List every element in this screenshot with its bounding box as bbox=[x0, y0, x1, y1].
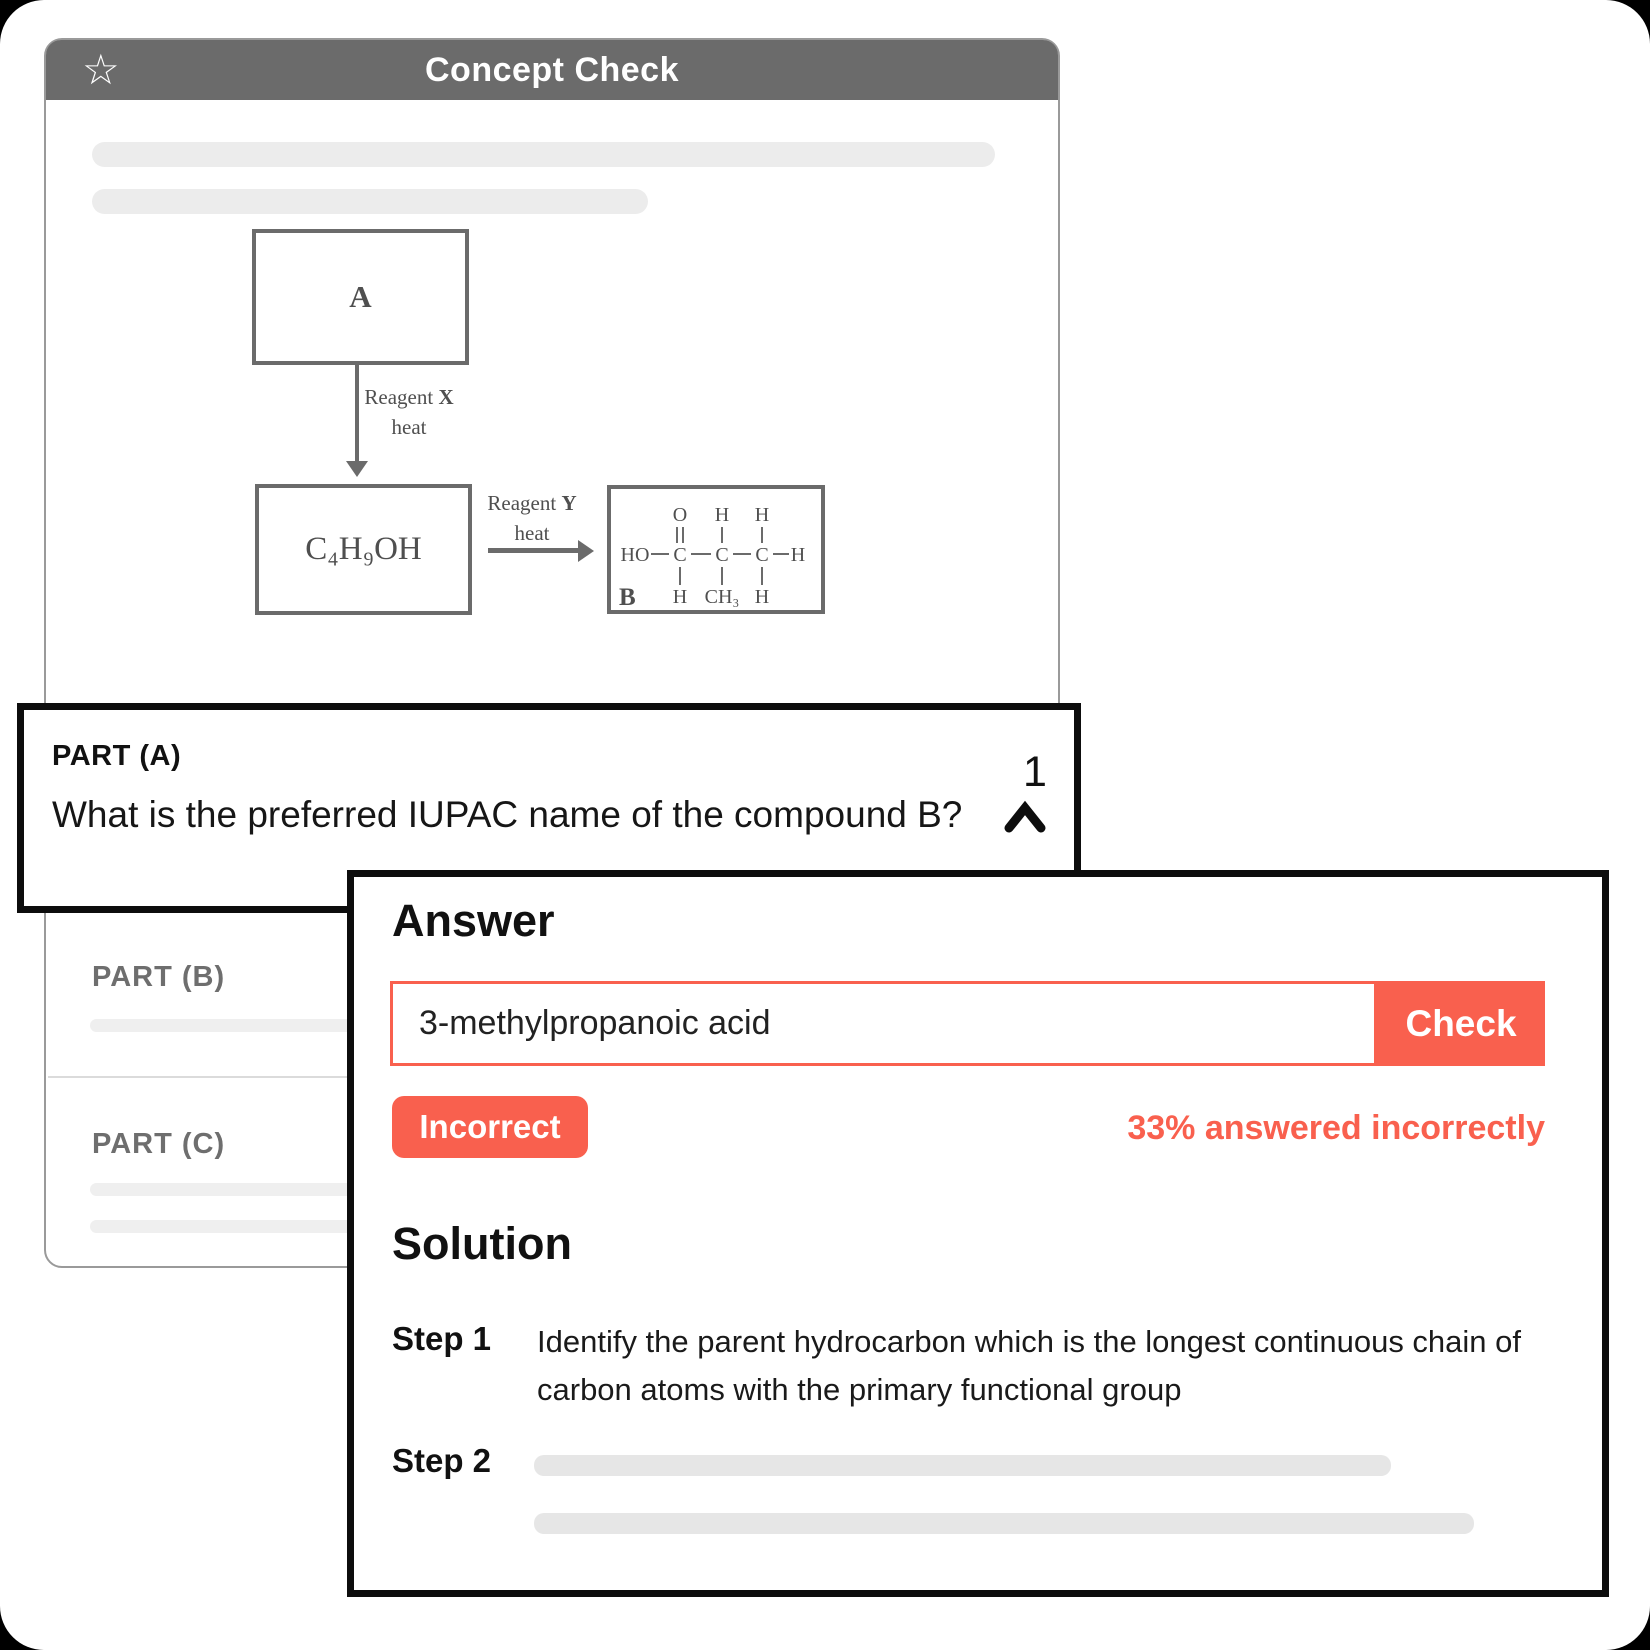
svg-text:O: O bbox=[672, 504, 688, 526]
skeleton-text-bar bbox=[92, 189, 648, 214]
part-a-question: What is the preferred IUPAC name of the compound B? bbox=[52, 794, 963, 835]
svg-text:H: H bbox=[672, 586, 688, 608]
intermediate-formula: C₄H₉OH bbox=[305, 531, 422, 567]
star-icon[interactable]: ☆ bbox=[82, 45, 120, 94]
question-number: 1 bbox=[1023, 748, 1047, 796]
compound-b-box bbox=[607, 485, 825, 614]
svg-text:CH₃: CH₃ bbox=[704, 586, 740, 608]
svg-text:HO: HO bbox=[620, 544, 650, 566]
part-b-header[interactable]: PART (B) bbox=[92, 961, 226, 993]
skeleton-text-bar bbox=[534, 1455, 1391, 1476]
answer-input[interactable] bbox=[390, 981, 1377, 1066]
svg-text:H: H bbox=[754, 586, 770, 608]
card-title: Concept Check bbox=[425, 50, 679, 89]
svg-text:H: H bbox=[714, 504, 730, 526]
solution-heading: Solution bbox=[392, 1218, 572, 1269]
svg-text:C: C bbox=[673, 544, 687, 566]
svg-text:C: C bbox=[755, 544, 769, 566]
check-button[interactable]: Check bbox=[1377, 981, 1545, 1066]
concept-check-header bbox=[46, 40, 1058, 100]
reaction-step1-labels bbox=[349, 382, 469, 443]
reaction-step2-labels bbox=[472, 488, 592, 549]
compound-a-label: A bbox=[349, 279, 372, 314]
reagent-y-label: Reagent Y bbox=[487, 491, 577, 515]
step-2-label: Step 2 bbox=[392, 1442, 492, 1479]
reagent-x-label: Reagent X bbox=[364, 385, 454, 409]
part-c-header[interactable]: PART (C) bbox=[92, 1128, 226, 1160]
answer-input-row bbox=[390, 981, 1545, 1066]
heat-label: heat bbox=[391, 415, 427, 440]
chevron-up-icon[interactable] bbox=[1003, 800, 1047, 839]
reaction-arrow-down-head bbox=[346, 461, 368, 477]
heat-label: heat bbox=[514, 521, 550, 546]
part-a-label: PART (A) bbox=[52, 740, 182, 772]
incorrect-badge: Incorrect bbox=[392, 1096, 588, 1158]
step-1-text: Identify the parent hydrocarbon which is the longest continuous chain of carbon atoms with the primary functional group bbox=[537, 1324, 1522, 1407]
skeleton-text-bar bbox=[534, 1513, 1474, 1534]
intermediate-formula-box bbox=[255, 484, 472, 615]
skeleton-text-bar bbox=[92, 142, 995, 167]
compound-b-label: B bbox=[619, 584, 636, 610]
svg-text:H: H bbox=[790, 544, 806, 566]
answer-panel bbox=[347, 870, 1609, 1597]
svg-text:H: H bbox=[754, 504, 770, 526]
step-1-label: Step 1 bbox=[392, 1320, 492, 1357]
incorrect-stat: 33% answered incorrectly bbox=[1127, 1109, 1545, 1147]
svg-text:C: C bbox=[715, 544, 729, 566]
compound-b-structure bbox=[611, 489, 821, 610]
answer-heading: Answer bbox=[392, 895, 555, 946]
compound-a-box bbox=[252, 229, 469, 365]
